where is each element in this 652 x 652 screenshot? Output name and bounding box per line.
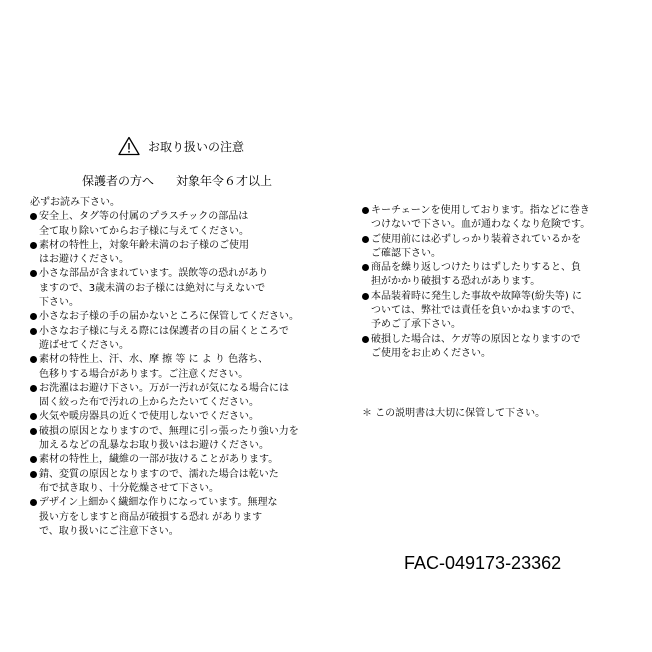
guardian-note: 保護者の方へ [82, 174, 155, 188]
caution-line: 扱い方をしますと商品が破損する恐れ があります [39, 511, 263, 523]
caution-line: つけないで下さい。血が通わなくなり危険です。 [371, 219, 591, 231]
caution-item [30, 310, 320, 324]
bullet-icon [30, 270, 37, 277]
caution-item [30, 353, 320, 382]
caution-line: 加えるなどの乱暴なお取り扱いはお避けください。 [39, 440, 269, 452]
bullet-icon [362, 336, 369, 343]
caution-line: デザイン上細かく繊細な作りになっています。無理な [39, 497, 278, 509]
caution-item [362, 290, 627, 333]
caution-item [30, 468, 320, 497]
bullet-icon [30, 385, 37, 392]
bullet-icon [30, 356, 37, 363]
bullet-icon [30, 213, 37, 220]
caution-line: ご使用をお止めください。 [371, 347, 491, 359]
caution-line: お洗濯はお避け下さい。万が一汚れが気になる場合には [39, 382, 289, 394]
caution-line: 破損の原因となりますので、無理に引っ張ったり強い力を [39, 425, 299, 437]
caution-item [30, 210, 320, 239]
caution-line: ついては、弊社では責任を負いかねますので、 [371, 305, 581, 317]
caution-line: で、取り扱いにご注意下さい。 [39, 525, 179, 537]
caution-line: 遊ばせてください。 [39, 339, 129, 351]
caution-item [362, 261, 627, 290]
bullet-icon [30, 313, 37, 320]
caution-line: 素材の特性上、汗、水、摩 擦 等 に よ り 色落ち、 [39, 354, 269, 366]
caution-line: 本品装着時に発生した事故や故障等(紛失等) に [371, 290, 582, 302]
caution-line: はお避けください。 [39, 254, 129, 266]
caution-line: 破損した場合は、ケガ等の原因となりますので [371, 333, 581, 345]
caution-item [362, 333, 627, 362]
caution-item [362, 233, 627, 262]
caution-item [30, 239, 320, 268]
caution-item [30, 410, 320, 424]
page-title [118, 136, 244, 156]
intro-text: 必ずお読み下さい。 [30, 197, 120, 208]
right-caution-list [362, 204, 627, 361]
caution-line: ご確認下さい。 [371, 247, 441, 259]
caution-line: 火気や暖房器具の近くで使用しないでください。 [39, 411, 259, 423]
caution-item [30, 267, 320, 310]
bullet-icon [30, 471, 37, 478]
left-caution-list [30, 196, 320, 539]
caution-item [30, 382, 320, 411]
bullet-icon [30, 328, 37, 335]
caution-line: 安全上、タグ等の付属のプラスチックの部品は [39, 211, 249, 223]
bullet-icon [30, 242, 37, 249]
caution-line: 商品を繰り返しつけたりはずしたりすると、負 [371, 262, 581, 274]
caution-line: 布で拭き取り、十分乾燥させて下さい。 [39, 482, 219, 494]
caution-item [30, 496, 320, 539]
keep-manual-note: ＊ この説明書は大切に保管して下さい。 [362, 408, 546, 419]
caution-item [30, 425, 320, 454]
bullet-icon [362, 236, 369, 243]
caution-line: 錆、変質の原因となりますので、濡れた場合は乾いた [39, 468, 279, 480]
caution-line: ご使用前には必ずしっかり装着されているかを [371, 233, 581, 245]
caution-item [30, 325, 320, 354]
caution-line: 下さい。 [39, 297, 79, 309]
caution-line: 担がかかり破損する恐れがあります。 [371, 276, 541, 288]
bullet-icon [362, 264, 369, 271]
caution-line: 素材の特性上，繊維の一部が抜けることがあります。 [39, 454, 279, 466]
caution-item [30, 453, 320, 467]
bullet-icon [362, 293, 369, 300]
caution-item [362, 204, 627, 233]
warning-triangle-icon [118, 136, 140, 156]
caution-line: 色移りする場合があります。ご注意ください。 [39, 368, 249, 380]
subtitle [82, 172, 272, 189]
product-code: FAC-049173-23362 [404, 553, 562, 573]
caution-line: 固く絞った布で汚れの上からたたいてください。 [39, 397, 259, 409]
caution-line: キーチェーンを使用しております。指などに巻き [371, 205, 590, 216]
bullet-icon [362, 207, 369, 214]
caution-line: 小さなお子様に与える際には保護者の目の届くところで [39, 325, 289, 337]
target-age: 対象年令６才以上 [176, 174, 273, 188]
bullet-icon [30, 413, 37, 420]
title-text: お取り扱いの注意 [148, 139, 245, 154]
bullet-icon [30, 428, 37, 435]
caution-line: ますので、3歳未満のお子様には絶対に与えないで [39, 282, 266, 294]
caution-line: 予めご了承下さい。 [371, 319, 461, 331]
caution-line: 素材の特性上，対象年齢未満のお子様のご使用 [39, 239, 249, 251]
caution-line: 全て取り除いてからお子様に与えてください。 [39, 225, 249, 237]
bullet-icon [30, 456, 37, 463]
caution-line: 小さなお子様の手の届かないところに保管してください。 [39, 311, 299, 323]
caution-line: 小さな部品が含まれています。誤飲等の恐れがあり [39, 268, 269, 280]
bullet-icon [30, 499, 37, 506]
